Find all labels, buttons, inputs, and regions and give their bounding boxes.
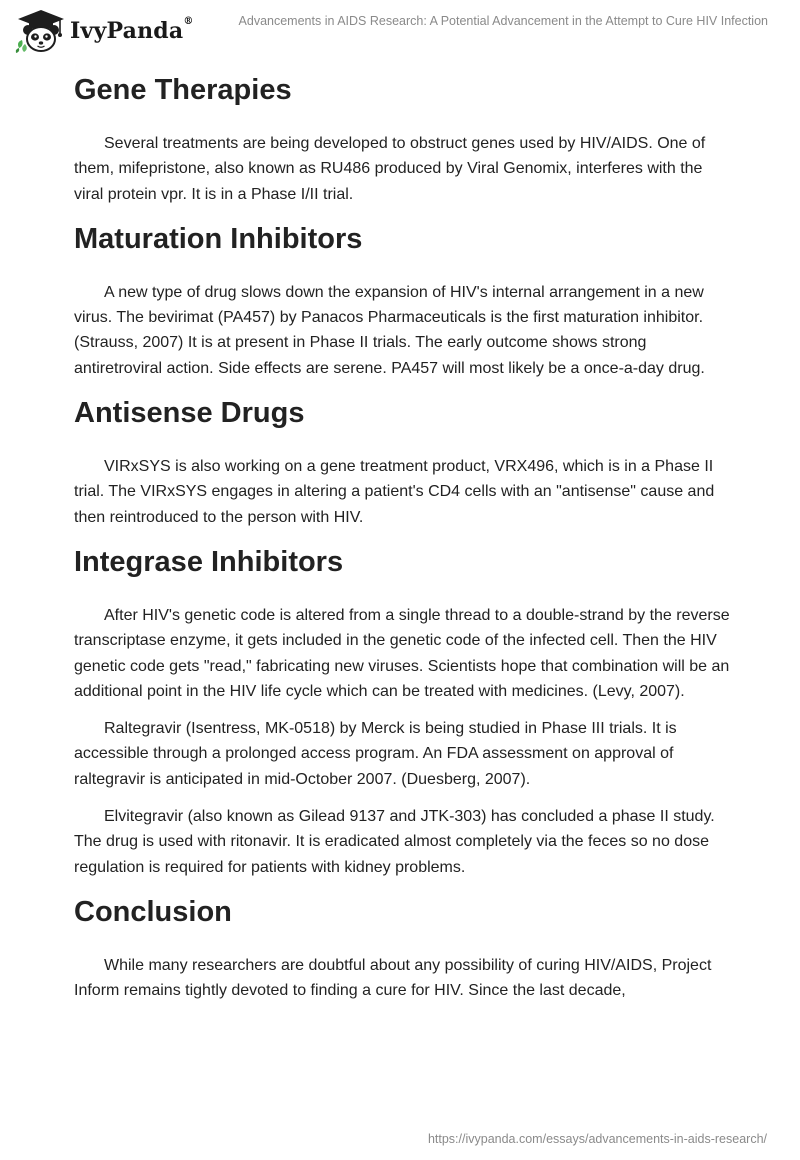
paragraph: After HIV's genetic code is altered from a single thread to a double-strand by the reverse transcriptase enzyme, it gets included in the genetic code of the infected cell. Then the HIV genetic code gets "read," fabricating new viruses. Scientists hope that combination will be an additional point in the HIV life cycle which can be treated with medicines. (Levy, 2007). — [74, 606, 730, 700]
essay-content — [74, 70, 734, 1004]
registered-mark: ® — [183, 16, 194, 27]
page-header — [0, 0, 800, 60]
section-heading-gene-therapies: Gene Therapies — [74, 74, 292, 106]
paragraph: Several treatments are being developed to obstruct genes used by HIV/AIDS. One of them, mifepristone, also known as RU486 produced by Viral Genomix, interferes with the viral protein vpr. It is in a Phase I/II trial. — [74, 135, 706, 203]
panda-graduate-icon — [14, 8, 68, 54]
paragraph: A new type of drug slows down the expansion of HIV's internal arrangement in a new virus. The bevirimat (PA457) by Panacos Pharmaceuticals is the first maturation inhibitor. (Strauss, 2007) It is at present in Phase II trials. The early outcome shows strong antiretroviral action. Side effects are serene. PA457 will most likely be a once-a-day drug. — [74, 283, 705, 377]
section-heading-integrase-inhibitors: Integrase Inhibitors — [74, 545, 344, 578]
paragraph: While many researchers are doubtful about any possibility of curing HIV/AIDS, Project Inform remains tightly devoted to finding a cure for HIV. Since the last decade, — [74, 956, 712, 1000]
ivypanda-logo[interactable] — [14, 8, 194, 54]
brand-name: IvyPanda® — [70, 16, 194, 44]
paragraph: VIRxSYS is also working on a gene treatment product, VRX496, which is in a Phase II trial. The VIRxSYS engages in altering a patient's CD4 cells with an "antisense" cause and then reintroduced to the person with HIV. — [74, 458, 715, 526]
section-heading-conclusion: Conclusion — [74, 895, 232, 928]
source-url-link[interactable]: https://ivypanda.com/essays/advancements-in-aids-research/ — [427, 1132, 767, 1146]
document-title: Advancements in AIDS Research: A Potential Advancement in the Attempt to Cure HIV Infection — [238, 14, 768, 28]
section-heading-maturation-inhibitors: Maturation Inhibitors — [74, 222, 363, 255]
paragraph: Raltegravir (Isentress, MK-0518) by Merck is being studied in Phase III trials. It is accessible through a prolonged access program. An FDA assessment on approval of raltegravir is anticipated in mid-October 2007. (Duesberg, 2007). — [74, 720, 677, 788]
paragraph: Elvitegravir (also known as Gilead 9137 and JTK-303) has concluded a phase II study. The drug is used with ritonavir. It is eradicated almost completely via the feces so no dose regulation is required for patients with kidney problems. — [74, 808, 715, 876]
section-heading-antisense-drugs: Antisense Drugs — [74, 397, 305, 430]
